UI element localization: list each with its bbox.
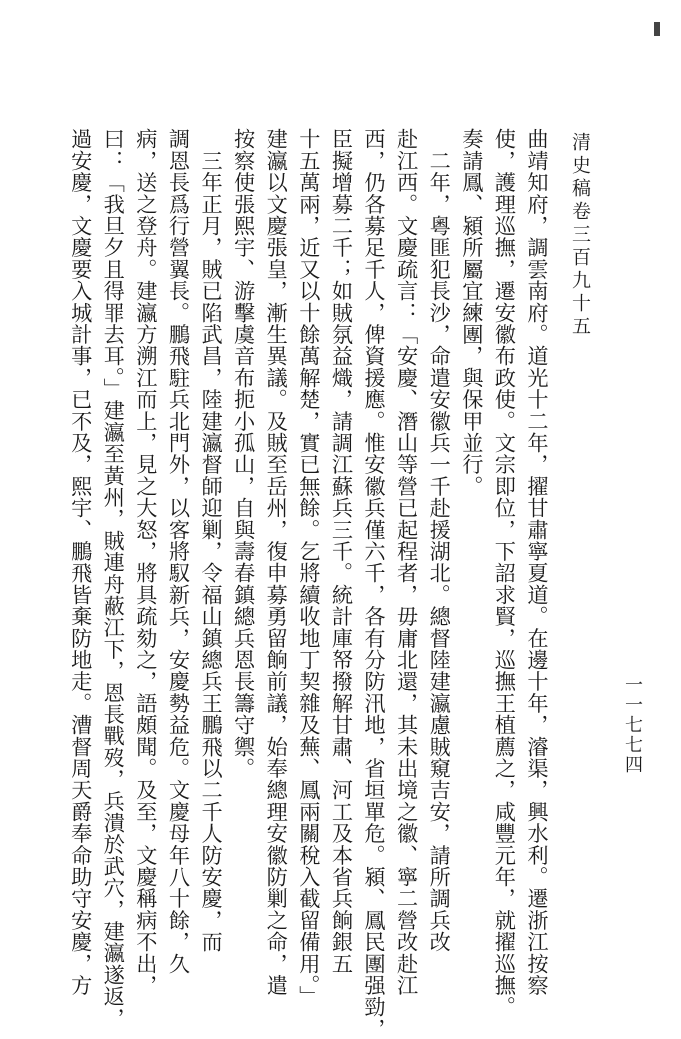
text-column: 建瀛以文慶張皇，漸生異議。及賊至岳州，復申募勇留餉前議，始奉總理安徽防剿之命，遣 bbox=[264, 128, 290, 996]
text-column: 曰：「我旦夕且得罪去耳。」建瀛至黃州，賊連舟蔽江下，恩長戰歿，兵潰於武穴，建瀛遂返， bbox=[101, 128, 127, 1029]
main-text bbox=[64, 128, 553, 1039]
text-column: 調恩長爲行營翼長。鵬飛駐兵北門外，以客將馭新兵，安慶勢益危。文慶母年八十餘，久 bbox=[166, 128, 192, 975]
text-column: 十五萬兩，近又以十餘萬解楚，實已無餘。乞將續收地丁契雜及蕪、鳳兩關稅入截留備用。」 bbox=[296, 128, 322, 1008]
text-column: 使，護理巡撫，遷安徽布政使。文宗即位，下詔求賢，巡撫王植薦之，咸豐元年，就擢巡撫。 bbox=[492, 128, 518, 1018]
text-column: 按察使張熙宇、游擊虞音布扼小孤山，自與壽春鎮總兵恩長籌守禦。 bbox=[231, 128, 257, 779]
text-column: 赴江西。文慶疏言：「安慶、潛山等營已起程者，毋庸北還，其未出境之徽、寧二營改赴江 bbox=[394, 128, 420, 996]
text-column: 奏請鳳、潁所屬宜練團，與保甲並行。 bbox=[459, 128, 485, 497]
text-column: 二年，粵匪犯長沙，命遣安徽兵一千赴援湖北。總督陸建瀛慮賊窺吉安，請所調兵改 bbox=[427, 128, 453, 953]
scan-mark bbox=[654, 22, 660, 36]
page-number: 一一七七四 bbox=[622, 675, 643, 775]
running-header-title: 清史稿卷三百九十五 bbox=[569, 132, 591, 339]
text-column: 臣擬增募二千；如賊氛益熾，請調江蘇兵三千。統計庫帑撥解甘肅、河工及本省兵餉銀五 bbox=[329, 128, 355, 975]
text-column: 三年正月，賊已陷武昌，陸建瀛督師迎剿，令福山鎮總兵王鵬飛以二千人防安慶，而 bbox=[199, 128, 225, 953]
text-column: 病，送之登舟。建瀛方溯江而上，見之大怒，將具疏劾之，語頗聞。及至，文慶稱病不出， bbox=[133, 128, 159, 996]
text-column: 西，仍各募足千人，俾資援應。惟安徽兵僅六千，各有分防汛地，省垣單危。潁、鳳民團强勁， bbox=[362, 128, 388, 1039]
text-column: 曲靖知府，調雲南府。道光十二年，擢甘肅寧夏道。在邊十年，濬渠，興水利。遷浙江按察 bbox=[525, 128, 550, 996]
text-column: 過安慶，文慶要入城計事，已不及，熙宇、鵬飛皆棄防地走。漕督周天爵奉命助守安慶，方 bbox=[68, 128, 94, 996]
